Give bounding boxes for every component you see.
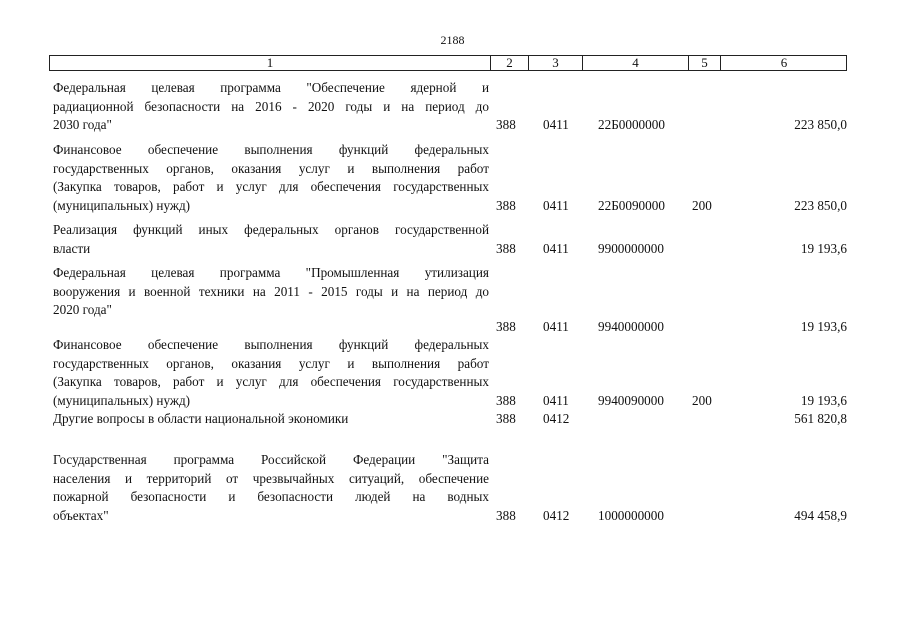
description-line: власти <box>53 240 91 256</box>
description-line: (Закупка товаров, работ и услуг для обеспечения государственных <box>53 374 489 389</box>
page-number: 2188 <box>440 33 465 47</box>
row-code-col-4: 9940090000 <box>598 392 664 408</box>
row-code-col-2: 388 <box>496 411 516 426</box>
table-row <box>49 336 847 410</box>
table-row <box>49 141 847 215</box>
row-code-col-2: 388 <box>496 197 516 213</box>
row-code-col-4: 22Б0000000 <box>598 117 665 132</box>
description-line: Федеральная целевая программа "Обеспечение ядерной и <box>53 80 489 95</box>
header-col-1: 1 <box>50 56 491 70</box>
row-description <box>53 264 489 320</box>
row-description <box>53 336 489 410</box>
row-description <box>53 141 489 215</box>
description-line: объектах" <box>53 507 109 523</box>
row-description <box>53 451 489 525</box>
row-code-col-2: 388 <box>496 392 516 408</box>
description-line: вооружения и военной техники на 2011 - 2015 годы и на период до <box>53 283 489 299</box>
description-line: Реализация функций иных федеральных органов государственной <box>53 222 489 237</box>
header-col-6: 6 <box>780 55 788 70</box>
description-line: 2030 года" <box>53 117 112 132</box>
row-code-col-2: 388 <box>496 117 516 132</box>
header-col-3: 3 <box>529 56 583 70</box>
row-amount: 19 193,6 <box>800 240 847 256</box>
description-line: (муниципальных) нужд) <box>53 197 191 213</box>
description-line: Финансовое обеспечение выполнения функций федеральных <box>53 337 489 352</box>
row-code-col-2: 388 <box>496 240 516 256</box>
description-line: Федеральная целевая программа "Промышленная утилизация <box>53 265 489 280</box>
row-code-col-4: 9940000000 <box>598 319 664 334</box>
description-line: радиационной безопасности на 2016 - 2020 годы и на период до <box>53 98 489 114</box>
description-line: пожарной безопасности и безопасности людей на водных <box>53 489 489 504</box>
row-amount: 494 458,9 <box>794 507 847 523</box>
row-amount: 19 193,6 <box>800 392 847 408</box>
row-description <box>53 410 489 429</box>
row-code-col-3: 0412 <box>543 411 570 426</box>
description-line: Финансовое обеспечение выполнения функций федеральных <box>53 142 489 157</box>
row-code-col-5: 200 <box>692 392 712 408</box>
header-col-4: 4 <box>583 56 689 70</box>
header-col-5: 5 <box>689 56 721 70</box>
row-code-col-3: 0411 <box>543 117 569 132</box>
description-line: Другие вопросы в области национальной экономики <box>53 411 349 426</box>
description-line: населения и территорий от чрезвычайных ситуаций, обеспечение <box>53 470 489 486</box>
row-amount: 223 850,0 <box>794 117 847 132</box>
row-amount: 19 193,6 <box>800 319 847 334</box>
row-code-col-3: 0411 <box>543 240 569 256</box>
table-row <box>49 79 847 135</box>
row-code-col-4: 1000000000 <box>598 507 664 523</box>
row-code-col-4: 9900000000 <box>598 240 664 256</box>
description-line: (Закупка товаров, работ и услуг для обеспечения государственных <box>53 179 489 194</box>
header-col-2: 2 <box>491 56 529 70</box>
row-code-col-3: 0412 <box>543 507 570 523</box>
row-code-col-2: 388 <box>496 507 516 523</box>
row-code-col-2: 388 <box>496 319 516 334</box>
row-amount: 561 820,8 <box>794 411 847 426</box>
table-row <box>49 264 847 337</box>
row-code-col-4: 22Б0090000 <box>598 197 665 213</box>
table-row <box>49 410 847 429</box>
row-code-col-3: 0411 <box>543 319 569 334</box>
description-line: Государственная программа Российской Федерации "Защита <box>53 452 489 467</box>
row-code-col-3: 0411 <box>543 197 569 213</box>
row-description <box>53 221 489 258</box>
description-line: (муниципальных) нужд) <box>53 392 191 408</box>
table-header <box>49 55 847 71</box>
description-line: 2020 года" <box>53 302 112 317</box>
table-row <box>49 451 847 525</box>
table-row <box>49 221 847 258</box>
description-line: государственных органов, оказания услуг и выполнения работ <box>53 160 489 176</box>
row-amount: 223 850,0 <box>794 197 847 213</box>
description-line: государственных органов, оказания услуг и выполнения работ <box>53 355 489 371</box>
row-code-col-5: 200 <box>692 197 712 213</box>
row-code-col-3: 0411 <box>543 392 569 408</box>
row-description <box>53 79 489 135</box>
